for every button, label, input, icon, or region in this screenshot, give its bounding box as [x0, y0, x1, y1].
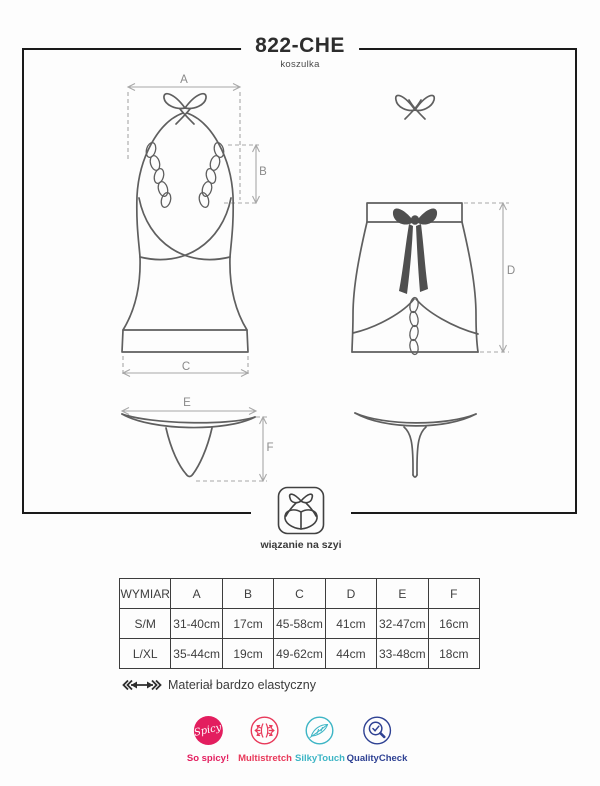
table-header-cell: A	[171, 579, 222, 609]
table-row	[120, 639, 480, 669]
table-cell: 31-40cm	[171, 609, 222, 639]
table-cell: 49-62cm	[274, 639, 325, 669]
back-skirt-drawing	[352, 95, 478, 355]
table-header-cell: D	[325, 579, 376, 609]
stretch-arrow-icon	[122, 678, 162, 692]
badge-silkytouch-label: SilkyTouch	[295, 753, 345, 764]
badge-multistretch	[238, 716, 292, 764]
badge-multistretch-label: Multistretch	[238, 753, 292, 764]
table-cell: 41cm	[325, 609, 376, 639]
neck-tie-caption: wiązanie na szyi	[260, 539, 342, 551]
table-cell: 19cm	[222, 639, 273, 669]
size-label-cell: S/M	[120, 609, 171, 639]
badge-silkytouch	[295, 716, 345, 764]
dim-label-c: C	[181, 361, 191, 373]
size-label-cell: L/XL	[120, 639, 171, 669]
table-cell: 17cm	[222, 609, 273, 639]
table-cell: 18cm	[428, 639, 479, 669]
spicy-icon-text: Spicy	[193, 722, 223, 739]
front-chemise-drawing	[122, 94, 248, 352]
spicy-icon	[194, 716, 223, 745]
table-header-row	[120, 579, 480, 609]
table-cell: 35-44cm	[171, 639, 222, 669]
dim-label-e: E	[183, 397, 191, 409]
page-title: 822-CHE	[255, 34, 345, 57]
neck-tie-icon	[277, 486, 325, 536]
back-bow	[393, 208, 437, 294]
table-header-cell: C	[274, 579, 325, 609]
page-subtitle: koszulka	[280, 59, 320, 70]
magnifier-check-icon	[363, 716, 392, 745]
size-table	[119, 578, 480, 669]
panties-front-drawing	[122, 414, 255, 477]
feather-icon	[305, 716, 334, 745]
panties-back-drawing	[355, 413, 476, 477]
table-cell: 32-47cm	[377, 609, 428, 639]
table-cell: 16cm	[428, 609, 479, 639]
table-header-cell: B	[222, 579, 273, 609]
neck-tie-note	[251, 486, 351, 551]
title-block	[241, 33, 359, 70]
table-cell: 33-48cm	[377, 639, 428, 669]
dim-label-f: F	[266, 442, 274, 454]
dim-label-d: D	[506, 265, 516, 277]
badge-qualitycheck-label: QualityCheck	[346, 753, 408, 764]
table-row	[120, 609, 480, 639]
material-note-text: Materiał bardzo elastyczny	[168, 678, 316, 692]
badge-spicy	[187, 716, 229, 764]
table-header-cell: F	[428, 579, 479, 609]
table-cell: 44cm	[325, 639, 376, 669]
badge-qualitycheck	[347, 716, 408, 764]
dim-label-b: B	[259, 166, 267, 178]
table-cell: 45-58cm	[274, 609, 325, 639]
dim-label-a: A	[180, 74, 188, 86]
table-header-cell: E	[377, 579, 428, 609]
badge-spicy-label: So spicy!	[186, 753, 230, 764]
material-note	[122, 678, 316, 692]
table-header-cell: WYMIAR	[120, 579, 171, 609]
multistretch-icon	[251, 716, 280, 745]
